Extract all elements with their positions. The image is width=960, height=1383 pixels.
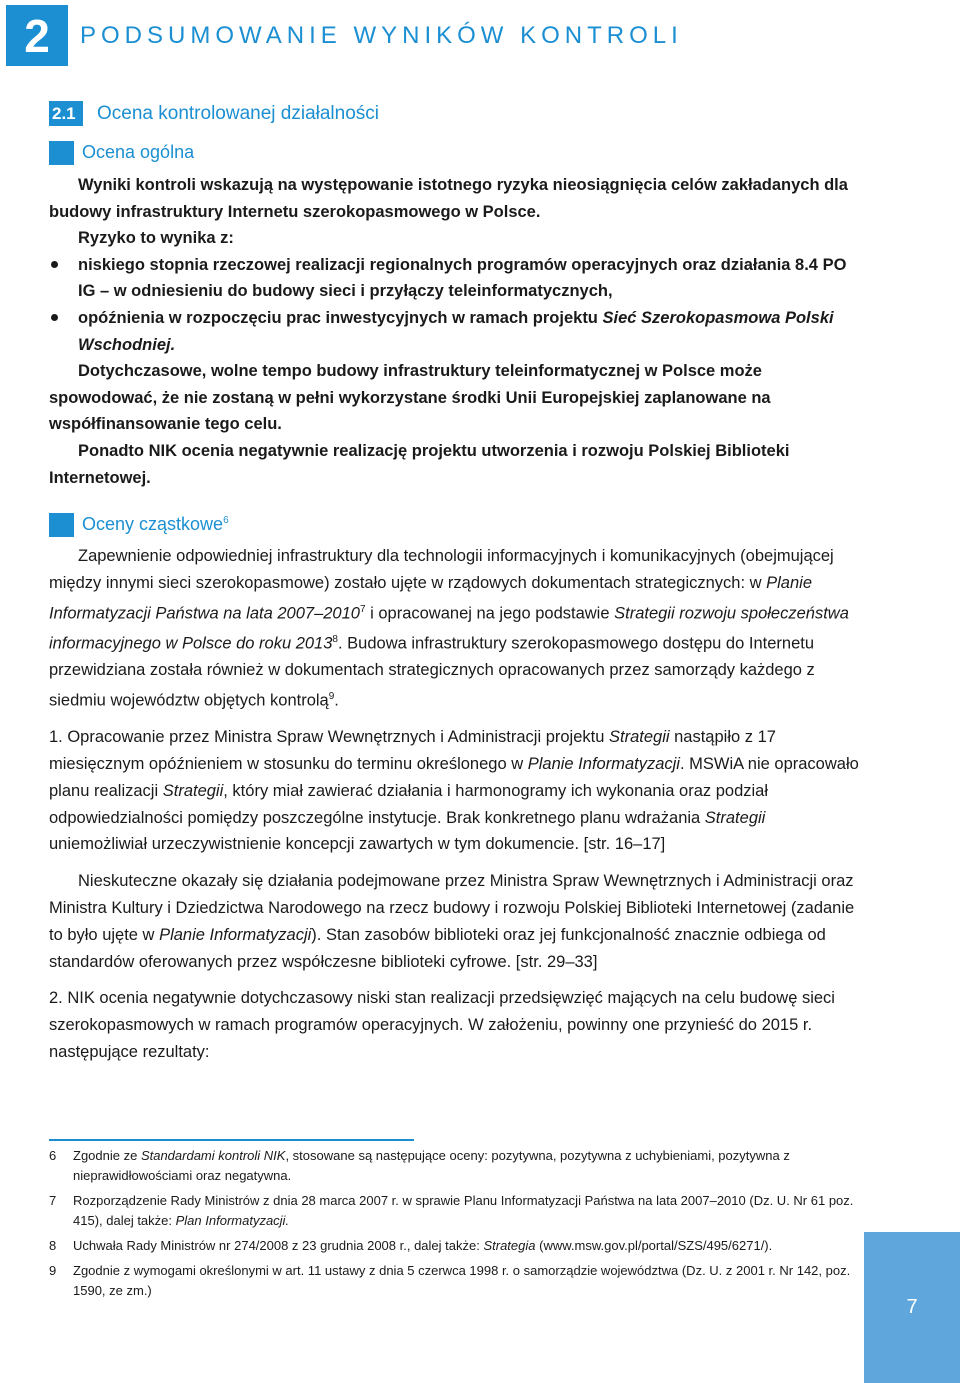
overall-paragraph-1: Wyniki kontroli wskazują na występowanie istotnego ryzyka nieosiągnięcia celów zakładanych dla budowy infrastruktury Internetu szerokopasmowego w Polsce. (49, 176, 848, 221)
footnote-item: 6 Zgodnie ze Standardami kontroli NIK, stosowane są następujące oceny: pozytywna, pozytywna z uchybieniami, pozytywna z nieprawidłowościami oraz negatywna. (49, 1148, 790, 1183)
page-number: 7 (864, 1232, 960, 1383)
partial-paragraph-2: 1. Opracowanie przez Ministra Spraw Wewnętrznych i Administracji projektu Strategii nastąpiło z 17 miesięcznym opóźnieniem w stosunku do terminu określonego w Planie Informatyzacji. MSWiA nie opracowało planu realizacji Strategii, który miał zawierać działania i harmonogramy ich wykonania oraz podział odpowiedzialności pomiędzy poszczególne instytucje. Brak konkretnego planu wdrażania Strategii uniemożliwiał urzeczywistnienie koncepcji zawartych w tym dokumencie. [str. 16–17] (49, 728, 859, 854)
risk-bullet-1: niskiego stopnia rzeczowej realizacji regionalnych programów operacyjnych oraz działania 8.4 PO IG – w odniesieniu do budowy sieci i przyłączy teleinformatycznych, (49, 252, 859, 305)
overall-paragraph-2: Ryzyko to wynika z: (78, 229, 234, 248)
overall-paragraph-3: Dotychczasowe, wolne tempo budowy infrastruktury teleinformatycznej w Polsce może spowodować, że nie zostaną w pełni wykorzystane środki Unii Europejskiej zaplanowane na współfinansowanie tego celu. (49, 362, 771, 434)
partial-heading-marker (49, 513, 74, 537)
partial-paragraph-3: Nieskuteczne okazały się działania podejmowane przez Ministra Spraw Wewnętrznych i Administracji oraz Ministra Kultury i Dziedzictwa Narodowego na rzecz budowy i rozwoju Polskiej Biblioteki Internetowej (zadanie to było ujęte w Planie Informatyzacji). Stan zasobów biblioteki oraz jej funkcjonalność znacznie odbiega od standardów oferowanych przez współczesne biblioteki cyfrowe. [str. 29–33] (49, 872, 855, 971)
partial-heading-text: Oceny cząstkowe (82, 514, 224, 534)
footnote-item: 7 Rozporządzenie Rady Ministrów z dnia 28 marca 2007 r. w sprawie Planu Informatyzacji Państwa na lata 2007–2010 (Dz. U. Nr 61 poz. 415), dalej także: Plan Informatyzacji. (49, 1193, 854, 1228)
footnotes (49, 1146, 859, 1306)
chapter-title: PODSUMOWANIE WYNIKÓW KONTROLI (80, 22, 683, 49)
overall-heading-marker (49, 141, 74, 165)
risk-bullet-2-text: opóźnienia w rozpoczęciu prac inwestycyjnych w ramach projektu (78, 308, 603, 327)
partial-heading-footnote-ref: 6 (223, 515, 229, 526)
partial-assessments (49, 543, 859, 1066)
partial-paragraph-4: 2. NIK ocenia negatywnie dotychczasowy niski stan realizacji przedsięwzięć mających na celu budowę sieci szerokopasmowych w ramach programów operacyjnych. W założeniu, powinny one przynieść do 2015 r. następujące rezultaty: (49, 989, 835, 1062)
partial-paragraph-1: Zapewnienie odpowiedniej infrastruktury dla technologii informacyjnych i komunikacyjnych (obejmującej między innymi sieci szerokopasmowe) zostało ujęte w rządowych dokumentach strategicznych: w Planie Informatyzacji Państwa na lata 2007–2010$^7$ i opracowanej na jego podstawie Strategii rozwoju społeczeństwa informacyjnego w Polsce do roku 2013$^8$. Budowa infrastruktury szerokopasmowego dostępu do Internetu przewidziana została również w dokumentach strategicznych opracowanych przez samorządy każdego z siedmiu województw objętych kontrolą$^9$. (49, 547, 849, 710)
footnote-item: 8 Uchwała Rady Ministrów nr 274/2008 z 23 grudnia 2008 r., dalej także: Strategia (www.msw.gov.pl/portal/SZS/495/6271/). (49, 1238, 773, 1253)
risk-bullet-2-project: Sieć Szerokopasmowa Polski Wschodniej. (78, 308, 834, 354)
footnote-divider (49, 1139, 414, 1141)
chapter-number: 2 (6, 5, 68, 66)
footnote-item: 9 Zgodnie z wymogami określonymi w art. 11 ustawy z dnia 5 czerwca 1998 r. o samorządzie województwa (Dz. U. z 2001 r. Nr 142, poz. 1590, ze zm.) (49, 1263, 851, 1298)
section-title: Ocena kontrolowanej działalności (97, 103, 379, 124)
risk-bullet-2 (49, 305, 859, 358)
overall-heading: Ocena ogólna (82, 142, 195, 162)
partial-heading (82, 514, 229, 535)
section-number: 2.1 (49, 101, 83, 126)
overall-assessment (49, 172, 859, 491)
overall-paragraph-4: Ponadto NIK ocenia negatywnie realizację projektu utworzenia i rozwoju Polskiej Biblioteki Internetowej. (49, 441, 790, 487)
